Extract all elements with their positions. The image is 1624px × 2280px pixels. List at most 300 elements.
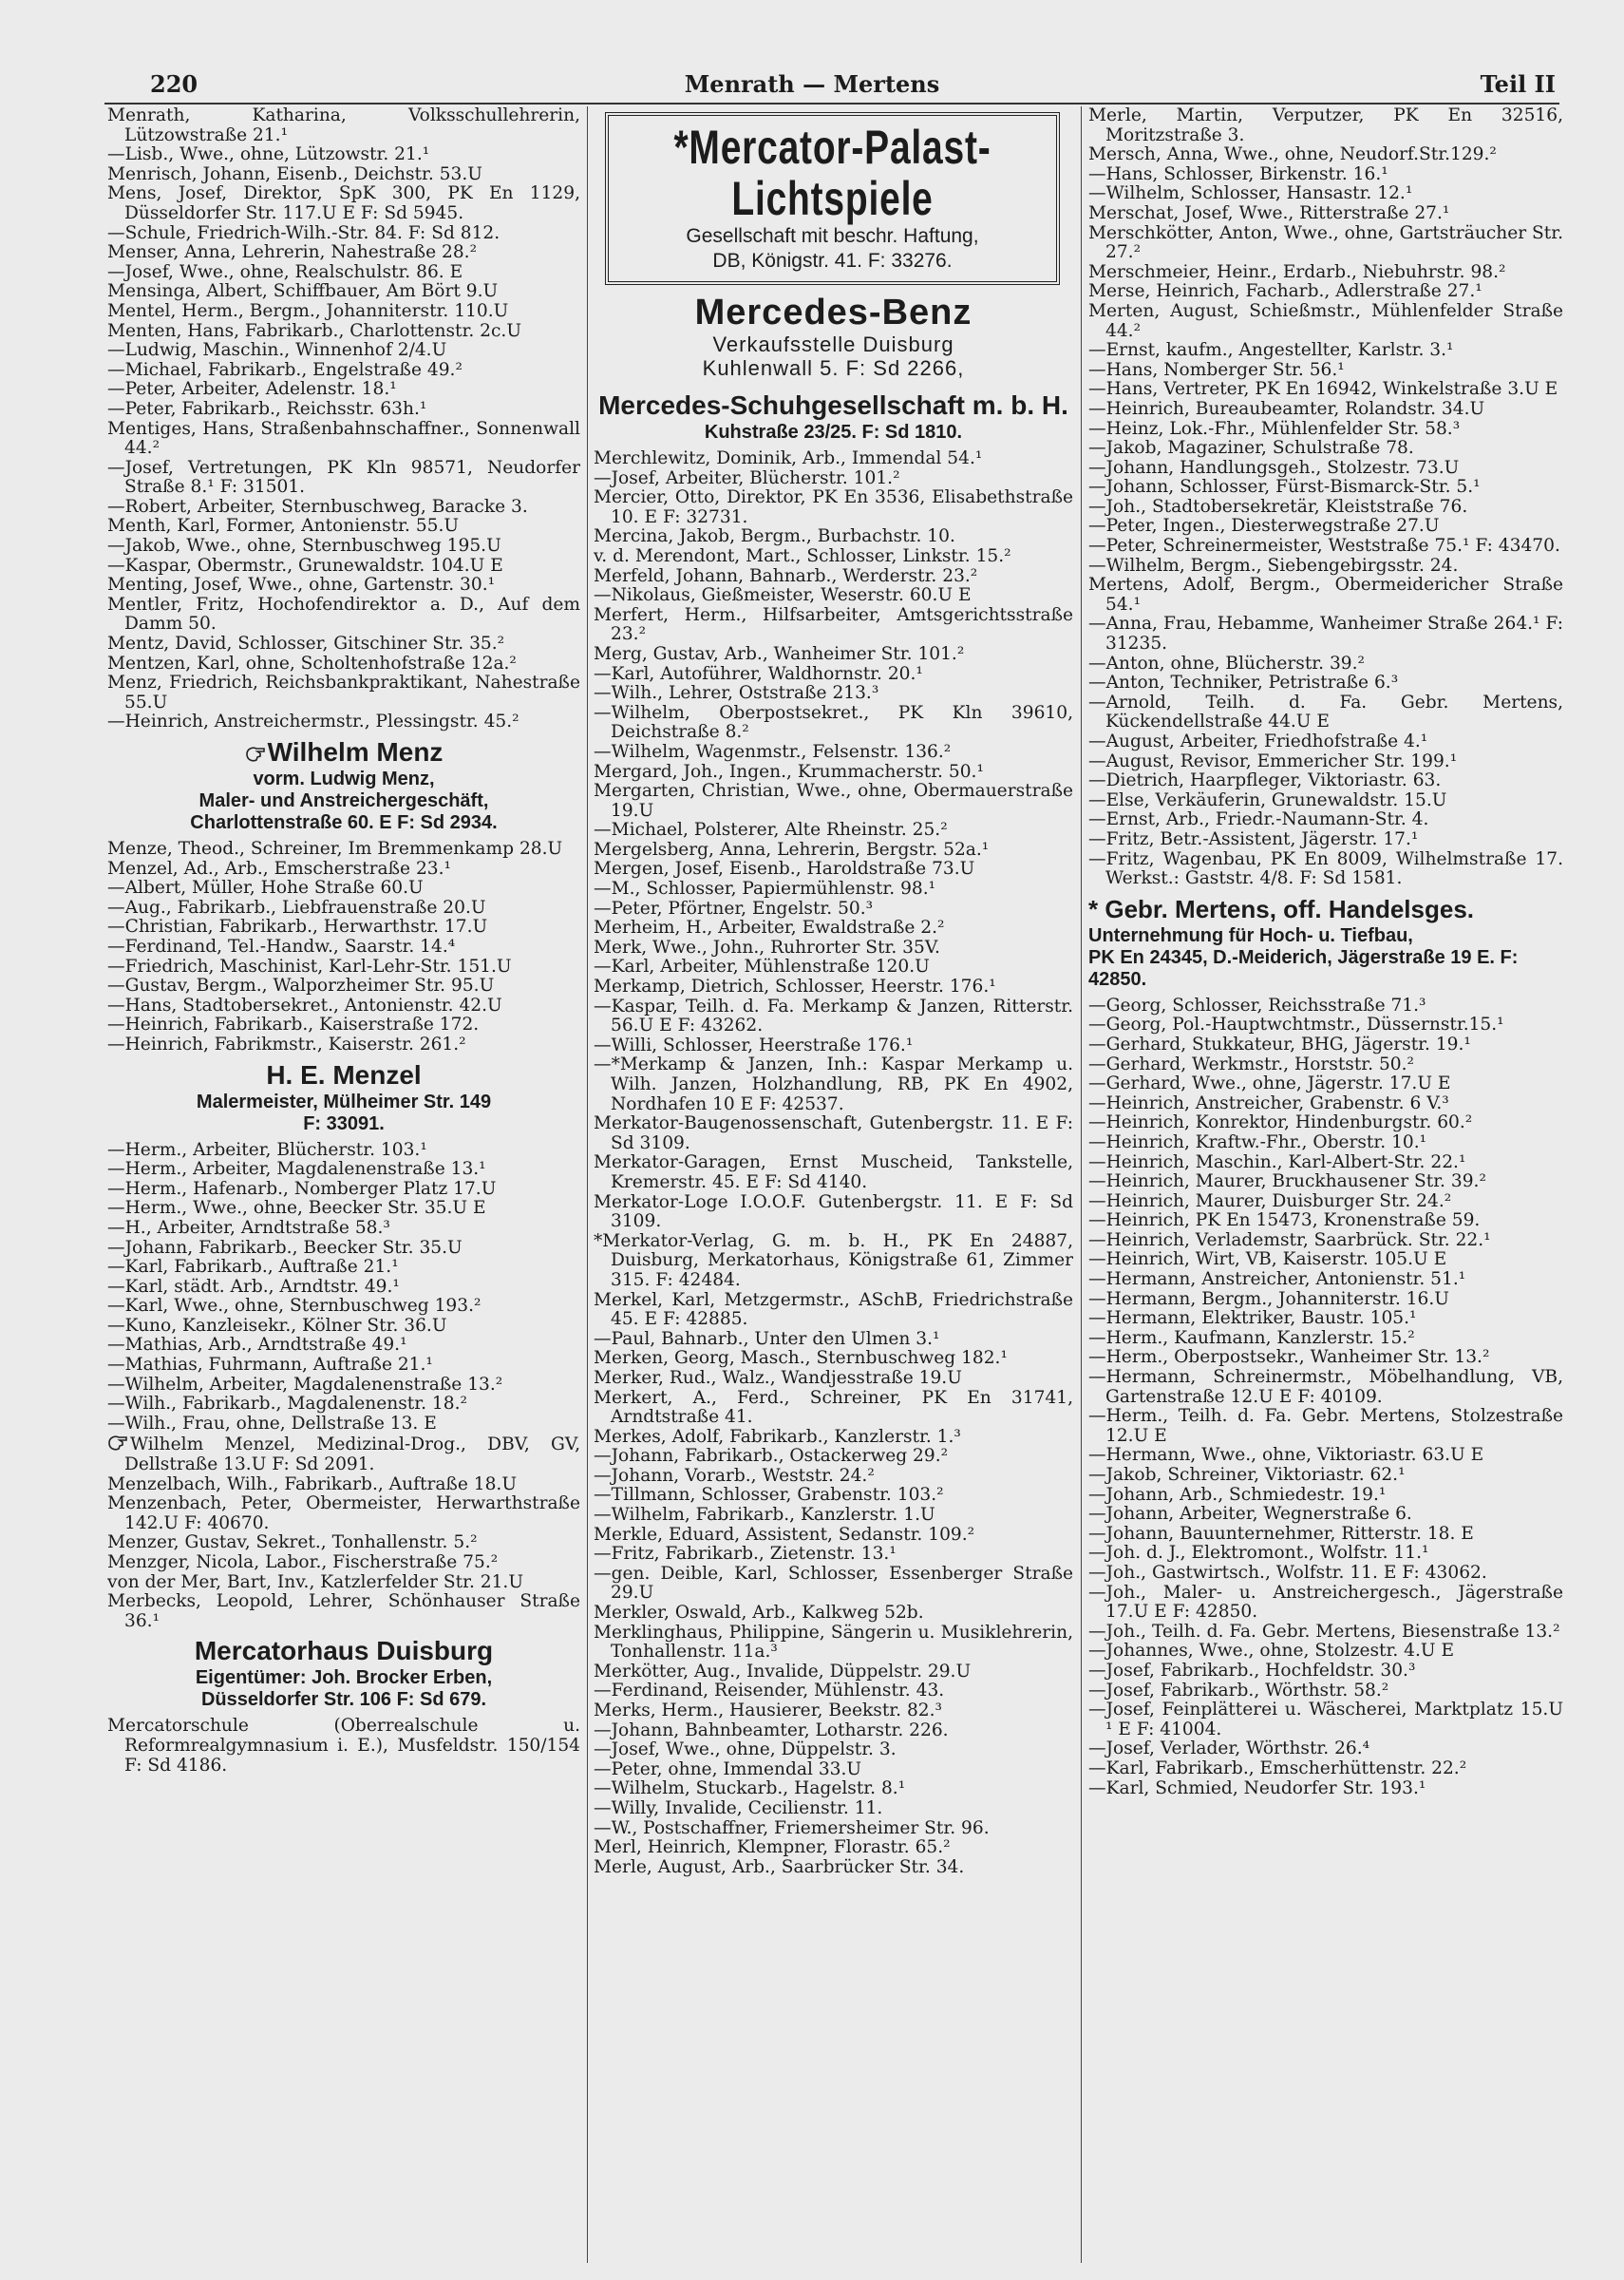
directory-entry (1088, 1544, 1563, 1564)
directory-entry (594, 1291, 1073, 1330)
entry-text: —Albert, Müller, Hohe Straße 60.U (107, 878, 424, 899)
entry-text: —Johann, Handlungsgeh., Stolzestr. 73.U (1088, 457, 1460, 478)
directory-entry (1088, 282, 1563, 302)
entry-text: —Josef, Feinplätterei u. Wäscherei, Marktplatz 15.U ¹ E F: 41004. (1088, 1700, 1563, 1739)
directory-entry (594, 488, 1073, 527)
entry-text: —Johann, Arbeiter, Wegnerstraße 6. (1088, 1504, 1412, 1525)
entry-text: Mergelsberg, Anna, Lehrerin, Bergstr. 52a.¹ (594, 839, 990, 860)
directory-entry (1088, 420, 1563, 440)
directory-entry (594, 704, 1073, 743)
directory-entry (1088, 1329, 1563, 1349)
directory-entry (1088, 1113, 1563, 1133)
directory-entry (594, 1330, 1073, 1350)
entry-text: —Kaspar, Obermstr., Grunewaldstr. 104.U E (107, 555, 503, 576)
entry-text: —Wilh., Frau, ohne, Dellstraße 13. E (107, 1413, 437, 1434)
entry-text: —Hermann, Wwe., ohne, Viktoriastr. 63.U E (1088, 1445, 1484, 1466)
directory-entry (107, 165, 580, 185)
entry-text: —Herm., Arbeiter, Magdalenenstraße 13.¹ (107, 1159, 486, 1180)
entry-text: —gen. Deible, Karl, Schlosser, Essenberger Straße 29.U (594, 1563, 1073, 1604)
directory-entry (1088, 1133, 1563, 1153)
directory-entry (594, 1526, 1073, 1546)
entry-text: Merfeld, Johann, Bahnarb., Werderstr. 23.² (594, 565, 978, 586)
directory-entry (1088, 537, 1563, 557)
entry-text: Merkel, Karl, Metzgermstr., ASchB, Friedrichstraße 45. E F: 42885. (594, 1289, 1073, 1330)
directory-entry (594, 1799, 1073, 1819)
entry-text: —Jakob, Magaziner, Schulstraße 78. (1088, 438, 1414, 459)
column-1 (107, 106, 580, 2263)
directory-entry (1088, 302, 1563, 341)
business-name-text: Wilhelm Menz (267, 737, 444, 767)
entry-text: —Wilhelm, Wagenmstr., Felsenstr. 136.² (594, 741, 952, 762)
business-detail: Eigentümer: Joh. Brocker Erben, (195, 1667, 493, 1689)
entry-text: Merschmeier, Heinr., Erdarb., Niebuhrstr. 98.² (1088, 261, 1506, 282)
entry-text: —Josef, Wwe., ohne, Realschulstr. 86. E (107, 261, 463, 282)
directory-entry (594, 1779, 1073, 1799)
entry-text: —Anton, Techniker, Petristraße 6.³ (1088, 673, 1399, 694)
entry-text: —Fritz, Wagenbau, PK En 8009, Wilhelmstraße 17. Werkst.: Gaststr. 4/8. F: Sd 1581. (1088, 848, 1563, 889)
entry-text: Mensinga, Albert, Schiffbauer, Am Bört 9.U (107, 281, 499, 302)
entry-text: —Gerhard, Stukkateur, BHG, Jägerstr. 19.¹ (1088, 1034, 1471, 1054)
entry-text: Merfert, Herm., Hilfsarbeiter, Amtsgerichtsstraße 23.² (594, 604, 1073, 645)
directory-entry (1088, 1055, 1563, 1075)
entry-text: —Karl, Autoführer, Waldhornstr. 20.¹ (594, 663, 923, 684)
entry-text: —Heinrich, Anstreicher, Grabenstr. 6 V.³ (1088, 1092, 1449, 1113)
directory-entry (107, 224, 580, 244)
directory-entry (594, 782, 1073, 821)
entry-text: Menzger, Nicola, Labor., Fischerstraße 75.² (107, 1552, 499, 1572)
directory-entry (107, 1592, 580, 1631)
entry-text: Mersch, Anna, Wwe., ohne, Neudorf.Str.129.² (1088, 144, 1497, 165)
entry-text: —Kaspar, Teilh. d. Fa. Merkamp & Janzen, Ritterstr. 56.U E F: 43262. (594, 996, 1073, 1036)
directory-entry (107, 1239, 580, 1259)
entry-text: —Robert, Arbeiter, Sternbuschweg, Baracke 3. (107, 496, 528, 517)
directory-entry (107, 537, 580, 557)
entry-text: Menz, Friedrich, Reichsbankpraktikant, Nahestraße 55.U (107, 673, 580, 712)
business-detail: PK En 24345, D.-Meiderich, Jägerstraße 19 E. F: 42850. (1088, 946, 1519, 990)
directory-entry (1088, 1211, 1563, 1231)
directory-entry (1088, 694, 1563, 732)
directory-entry (1088, 1584, 1563, 1623)
advertisement-detail: Gesellschaft mit beschr. Haftung, (686, 225, 979, 247)
directory-entry (1088, 1682, 1563, 1701)
directory-entry (1088, 1231, 1563, 1251)
entry-text: —Karl, Arbeiter, Mühlenstraße 120.U (594, 957, 930, 978)
entry-text: —Johannes, Wwe., ohne, Stolzestr. 4.U E (1088, 1641, 1455, 1662)
entry-text: —August, Revisor, Emmericher Str. 199.¹ (1088, 750, 1458, 771)
directory-entry (594, 1565, 1073, 1604)
entry-text: —Jakob, Wwe., ohne, Sternbuschweg 195.U (107, 536, 501, 557)
business-detail: Düsseldorfer Str. 106 F: Sd 679. (200, 1689, 487, 1711)
entry-text: Menting, Josef, Wwe., ohne, Gartenstr. 30.¹ (107, 575, 496, 596)
directory-entry (1088, 263, 1563, 283)
directory-entry (1088, 1172, 1563, 1192)
entry-text: Menzenbach, Peter, Obermeister, Herwarthstraße 142.U F: 40670. (107, 1493, 580, 1533)
entry-text: —Willi, Schlosser, Heerstraße 176.¹ (594, 1035, 914, 1055)
entry-text: —Heinrich, Anstreichermstr., Plessingstr. 45.² (107, 712, 519, 732)
business-listing (107, 736, 580, 834)
entry-text: Mentzen, Karl, ohne, Scholtenhofstraße 12a.² (107, 653, 517, 674)
directory-entry (107, 674, 580, 712)
entry-text: —Johann, Vorarb., Weststr. 24.² (594, 1465, 875, 1486)
directory-entry (107, 380, 580, 400)
entry-text: —Hermann, Anstreicher, Antonienstr. 51.¹ (1088, 1269, 1466, 1290)
directory-entry (107, 712, 580, 732)
directory-entry (107, 1376, 580, 1396)
directory-entry (1088, 850, 1563, 889)
entry-text: —Tillmann, Schlosser, Grabenstr. 103.² (594, 1485, 944, 1506)
directory-entry (594, 900, 1073, 920)
entry-text: —Heinrich, Konrektor, Hindenburgstr. 60.² (1088, 1112, 1473, 1133)
directory-entry (594, 743, 1073, 763)
directory-entry (107, 918, 580, 938)
entry-text: —Peter, Ingen., Diesterwegstraße 27.U (1088, 516, 1440, 537)
directory-entry (1088, 791, 1563, 811)
entry-text: —Johann, Bauunternehmer, Ritterstr. 18. E (1088, 1523, 1474, 1544)
directory-entry (107, 1016, 580, 1036)
directory-entry (107, 557, 580, 577)
entry-text: —Friedrich, Maschinist, Karl-Lehr-Str. 151.U (107, 956, 512, 977)
entry-text: Mens, Josef, Direktor, SpK 300, PK En 1129, Düsseldorfer Str. 117.U E F: Sd 5945. (107, 183, 580, 223)
directory-entry (107, 958, 580, 978)
directory-entry (594, 684, 1073, 704)
directory-entry (594, 998, 1073, 1036)
business-name (107, 736, 580, 769)
entry-text: —Anton, ohne, Blücherstr. 39.² (1088, 653, 1365, 674)
entry-text: —Mathias, Arb., Arndtstraße 49.¹ (107, 1335, 407, 1356)
entry-text: Merkler, Oswald, Arb., Kalkweg 52b. (594, 1603, 924, 1624)
entry-text: Mertens, Adolf, Bergm., Obermeidericher Straße 54.¹ (1088, 575, 1563, 615)
directory-entry (1088, 1505, 1563, 1525)
business-listing (107, 1635, 580, 1711)
directory-entry (594, 567, 1073, 587)
directory-entry (107, 498, 580, 518)
directory-entry (1088, 1564, 1563, 1584)
business-name (107, 1635, 580, 1667)
entry-text: —W., Postschaffner, Friemersheimer Str. 96. (594, 1817, 990, 1838)
entry-text: Merkötter, Aug., Invalide, Düppelstr. 29.U (594, 1661, 972, 1682)
entry-text: —Wilhelm, Bergm., Siebengebirgsstr. 24. (1088, 555, 1459, 576)
directory-entry (107, 1219, 580, 1239)
entry-text: —Jakob, Schreiner, Viktoriastr. 62.¹ (1088, 1465, 1406, 1485)
directory-entry (1088, 106, 1563, 145)
entry-text: von der Mer, Bart, Inv., Katzlerfelder Str. 21.U (107, 1571, 524, 1592)
directory-entry (107, 840, 580, 860)
entry-text: —Michael, Polsterer, Alte Rheinstr. 25.² (594, 820, 948, 841)
business-detail: Malermeister, Mülheimer Str. 149 (196, 1091, 492, 1112)
entry-text: Menth, Karl, Former, Antonienstr. 55.U (107, 516, 460, 537)
entry-text: Menze, Theod., Schreiner, Im Bremmenkamp 28.U (107, 839, 563, 859)
directory-entry (107, 1199, 580, 1219)
directory-entry (594, 939, 1073, 959)
directory-entry (594, 1447, 1073, 1467)
page-header (0, 66, 1624, 104)
directory-entry (1088, 752, 1563, 772)
brand-listing (594, 293, 1073, 380)
directory-entry (107, 1356, 580, 1376)
entry-text: —Gustav, Bergm., Walporzheimer Str. 95.U (107, 976, 495, 997)
entry-text: —Lisb., Wwe., ohne, Lützowstr. 21.¹ (107, 144, 430, 165)
directory-entry (107, 1160, 580, 1180)
entry-text: —Karl, Wwe., ohne, Sternbuschweg 193.² (107, 1296, 482, 1317)
directory-entry (107, 263, 580, 283)
entry-text: —Aug., Fabrikarb., Liebfrauenstraße 20.U (107, 897, 486, 918)
entry-text: *Merkator-Verlag, G. m. b. H., PK En 24887, Duisburg, Merkatorhaus, Königstraße 61, Zimmer 315. F: 42484. (594, 1230, 1073, 1290)
directory-entry (1088, 1348, 1563, 1368)
entry-text: —Ernst, kaufm., Angestellter, Karlstr. 3.¹ (1088, 340, 1454, 361)
directory-entry (1088, 557, 1563, 577)
directory-entry (594, 1624, 1073, 1662)
directory-entry (594, 1114, 1073, 1153)
entry-text: Mergen, Josef, Eisenb., Haroldstraße 73.U (594, 859, 975, 880)
directory-entry (594, 763, 1073, 783)
directory-entry (594, 1740, 1073, 1760)
entry-text: —Johann, Fabrikarb., Ostackerweg 29.² (594, 1446, 949, 1467)
directory-entry (594, 1369, 1073, 1389)
directory-entry (107, 1553, 580, 1573)
directory-entry (107, 1278, 580, 1298)
directory-entry (1088, 1486, 1563, 1506)
directory-entry (1088, 674, 1563, 694)
directory-entry (594, 880, 1073, 900)
entry-text: Merkator-Loge I.O.O.F. Gutenbergstr. 11. E F: Sd 3109. (594, 1191, 1073, 1232)
directory-entry (1088, 1153, 1563, 1173)
business-detail: vorm. Ludwig Menz, (253, 769, 435, 789)
directory-entry (1088, 1074, 1563, 1094)
directory-entry (107, 341, 580, 361)
directory-entry (1088, 1250, 1563, 1270)
directory-entry (107, 106, 580, 145)
page-number: 220 (150, 70, 198, 98)
entry-text: —Johann, Arb., Schmiedestr. 19.¹ (1088, 1484, 1387, 1505)
entry-text: Merkator-Garagen, Ernst Muscheid, Tankstelle, Kremerstr. 45. E F: Sd 4140. (594, 1152, 1073, 1192)
entry-text: —Kuno, Kanzleisekr., Kölner Str. 36.U (107, 1315, 447, 1336)
entry-text: Merse, Heinrich, Facharb., Adlerstraße 27.¹ (1088, 281, 1482, 302)
directory-entry (594, 1604, 1073, 1624)
entry-text: Menzel, Ad., Arb., Emscherstraße 23.¹ (107, 858, 451, 879)
entry-text: —Willy, Invalide, Cecilienstr. 11. (594, 1797, 883, 1818)
entry-text: —Hermann, Elektriker, Baustr. 105.¹ (1088, 1308, 1417, 1329)
directory-entry (107, 1297, 580, 1317)
entry-text: —Karl, städt. Arb., Arndtstr. 49.¹ (107, 1276, 400, 1297)
business-listing (1088, 893, 1563, 991)
directory-entry (594, 606, 1073, 645)
entry-text: Menzer, Gustav, Sekret., Tonhallenstr. 5.² (107, 1532, 478, 1553)
entry-text: —Gerhard, Werkmstr., Horststr. 50.² (1088, 1054, 1415, 1074)
entry-text: Merkator-Baugenossenschaft, Gutenbergstr. 11. E F: Sd 3109. (594, 1113, 1073, 1153)
business-name-text: * Gebr. Mertens, off. Handelsges. (1088, 894, 1474, 923)
column-divider (587, 106, 588, 2263)
entry-text: —Arnold, Teilh. d. Fa. Gebr. Mertens, Kückendellstraße 44.U E (1088, 692, 1563, 732)
directory-entry (1088, 830, 1563, 850)
directory-entry (107, 1180, 580, 1200)
directory-entry (594, 1858, 1073, 1878)
entry-text: —Georg, Pol.-Hauptwchtmstr., Düssernstr.15.¹ (1088, 1015, 1504, 1036)
entry-text: —Peter, Fabrikarb., Reichsstr. 63h.¹ (107, 398, 427, 419)
entry-text: —Georg, Schlosser, Reichsstraße 71.³ (1088, 995, 1426, 1016)
entry-text: —Peter, ohne, Immendal 33.U (594, 1758, 862, 1779)
directory-entry (594, 1232, 1073, 1291)
directory-entry (107, 517, 580, 537)
entry-text: Mentler, Fritz, Hochofendirektor a. D., Auf dem Damm 50. (107, 594, 580, 635)
entry-text: —Heinrich, Fabrikarb., Kaiserstraße 172. (107, 1015, 480, 1036)
entry-text: —M., Schlosser, Papiermühlenstr. 98.¹ (594, 879, 936, 900)
advertisement-box (605, 112, 1060, 285)
entry-text: —Herm., Arbeiter, Blücherstr. 103.¹ (107, 1139, 427, 1160)
directory-entry (1088, 224, 1563, 263)
directory-entry (1088, 341, 1563, 361)
column-divider (1081, 106, 1082, 2263)
directory-entry (594, 1838, 1073, 1858)
directory-entry (594, 1760, 1073, 1780)
brand-detail: Verkaufsstelle Duisburg (712, 332, 954, 356)
entry-text: Merg, Gustav, Arb., Wanheimer Str. 101.² (594, 643, 965, 664)
entry-text: Mercatorschule (Oberrealschule u. Reformrealgymnasium i. E.), Musfeldstr. 150/154 F: Sd 4186. (107, 1716, 580, 1776)
directory-entry (107, 1573, 580, 1593)
directory-entry (1088, 1446, 1563, 1466)
entry-text: Mergarten, Christian, Wwe., ohne, Obermauerstraße 19.U (594, 781, 1073, 821)
entry-text: —Joh., Maler- u. Anstreichergesch., Jägerstraße 17.U E F: 42850. (1088, 1582, 1563, 1623)
directory-entry (1088, 361, 1563, 381)
pointing-hand-icon (107, 1434, 128, 1453)
directory-entry (1088, 1779, 1563, 1799)
entry-text: Mergard, Joh., Ingen., Krummacherstr. 50.¹ (594, 761, 984, 782)
entry-text: —Schule, Friedrich-Wilh.-Str. 84. F: Sd 812. (107, 222, 500, 243)
directory-entry (594, 1682, 1073, 1701)
directory-entry (1088, 1759, 1563, 1779)
entry-text: —Wilhelm, Fabrikarb., Kanzlerstr. 1.U (594, 1505, 935, 1526)
directory-entry (107, 1258, 580, 1278)
directory-entry (1088, 1290, 1563, 1310)
header-rule (104, 103, 1559, 104)
business-listing (594, 390, 1073, 444)
part-label: Teil II (1480, 70, 1556, 98)
directory-entry (594, 1721, 1073, 1741)
directory-entry (1088, 1016, 1563, 1036)
entry-text: —Herm., Teilh. d. Fa. Gebr. Mertens, Stolzestraße 12.U E (1088, 1406, 1563, 1446)
directory-entry (1088, 1525, 1563, 1545)
entry-text: —August, Arbeiter, Friedhofstraße 4.¹ (1088, 732, 1428, 751)
directory-entry (1088, 1309, 1563, 1329)
directory-entry (107, 655, 580, 674)
entry-text: Wilhelm Menzel, Medizinal-Drog., DBV, GV, Dellstraße 13.U F: Sd 2091. (124, 1434, 580, 1475)
directory-entry (594, 1428, 1073, 1448)
entry-text: Mentz, David, Schlosser, Gitschiner Str. 35.² (107, 634, 505, 655)
directory-entry (1088, 145, 1563, 165)
entry-text: —Johann, Schlosser, Fürst-Bismarck-Str. 5.¹ (1088, 477, 1481, 498)
directory-entry (107, 899, 580, 919)
directory-entry (107, 459, 580, 498)
entry-text: —Heinrich, Maurer, Duisburger Str. 24.² (1088, 1190, 1452, 1211)
entry-text: Merten, August, Schießmstr., Mühlenfelder Straße 44.² (1088, 300, 1563, 341)
entry-text: —Ferdinand, Tel.-Handw., Saarstr. 14.⁴ (107, 936, 456, 957)
business-detail: Unternehmung für Hoch- u. Tiefbau, (1088, 924, 1413, 946)
entry-text: —Peter, Pförtner, Engelstr. 50.³ (594, 898, 874, 919)
directory-entry (107, 596, 580, 635)
brand-detail: Kuhlenwall 5. F: Sd 2266, (702, 356, 965, 380)
entry-text: Merschkötter, Anton, Wwe., ohne, Gartsträucher Str. 27.² (1088, 222, 1563, 263)
directory-entry (107, 1141, 580, 1161)
directory-entry (107, 1475, 580, 1495)
entry-text: —Josef, Fabrikarb., Hochfeldstr. 30.³ (1088, 1660, 1416, 1681)
directory-entry (107, 1415, 580, 1434)
directory-entry (594, 586, 1073, 606)
directory-entry (594, 1467, 1073, 1487)
entry-text: Menrath, Katharina, Volksschullehrerin, Lützowstraße 21.¹ (107, 106, 580, 145)
directory-entry (594, 841, 1073, 861)
entry-text: —Joh., Teilh. d. Fa. Gebr. Mertens, Biesenstraße 13.² (1088, 1621, 1560, 1642)
directory-entry (594, 1701, 1073, 1721)
directory-entry (594, 1055, 1073, 1114)
entry-text: Merle, August, Arb., Saarbrücker Str. 34. (594, 1856, 965, 1877)
entry-text: —Gerhard, Wwe., ohne, Jägerstr. 17.U E (1088, 1074, 1451, 1094)
entry-text: —Josef, Wwe., ohne, Düppelstr. 3. (594, 1739, 897, 1760)
directory-entry (1088, 1036, 1563, 1055)
directory-entry (594, 449, 1073, 469)
entry-text: —Heinrich, Bureaubeamter, Rolandstr. 34.U (1088, 398, 1485, 419)
entry-text: Menrisch, Johann, Eisenb., Deichstr. 53.U (107, 163, 482, 184)
entry-text: Merkert, A., Ferd., Schreiner, PK En 31741, Arndtstraße 41. (594, 1387, 1073, 1428)
directory-entry (594, 860, 1073, 880)
directory-entry (1088, 1623, 1563, 1643)
directory-entry (594, 645, 1073, 665)
entry-text: —Heinz, Lok.-Fhr., Mühlenfelder Str. 58.³ (1088, 418, 1461, 439)
directory-entry (1088, 810, 1563, 830)
directory-entry (107, 576, 580, 596)
directory-entry (1088, 400, 1563, 420)
directory-entry (594, 919, 1073, 939)
entry-text: Merchlewitz, Dominik, Arb., Immendal 54.¹ (594, 448, 983, 468)
directory-entry (594, 1193, 1073, 1232)
entry-text: —Johann, Bahnbeamter, Lotharstr. 226. (594, 1720, 949, 1740)
directory-entry (594, 821, 1073, 841)
entry-text: —Wilh., Lehrer, Oststraße 213.³ (594, 683, 879, 704)
directory-entry (1088, 380, 1563, 400)
directory-entry (107, 243, 580, 263)
directory-entry (594, 1349, 1073, 1369)
directory-entry (1088, 165, 1563, 185)
brand-name: Mercedes-Benz (694, 293, 973, 332)
business-name (1088, 893, 1563, 925)
pointing-hand-icon (245, 745, 266, 764)
entry-text: —Hermann, Bergm., Johanniterstr. 16.U (1088, 1288, 1449, 1309)
entry-text: Merker, Rud., Walz., Wandjesstraße 19.U (594, 1367, 962, 1388)
directory-entry (1088, 1466, 1563, 1486)
directory-entry (594, 1036, 1073, 1056)
directory-entry (594, 978, 1073, 998)
directory-entry (107, 1317, 580, 1337)
entry-text: —Ernst, Arb., Friedr.-Naumann-Str. 4. (1088, 809, 1429, 830)
business-name-text: Mercatorhaus Duisburg (194, 1636, 494, 1666)
directory-entry (1088, 576, 1563, 615)
directory-entry (1088, 655, 1563, 674)
entry-text: —Herm., Hafenarb., Nomberger Platz 17.U (107, 1178, 497, 1199)
directory-entry (594, 469, 1073, 489)
entry-text: —Heinrich, Maschin., Karl-Albert-Str. 22.¹ (1088, 1151, 1466, 1172)
business-detail: Maler- und Anstreichergeschäft, (198, 790, 489, 811)
business-name (107, 1059, 580, 1092)
entry-text: —Josef, Vertretungen, PK Kln 98571, Neudorfer Straße 8.¹ F: 31501. (107, 457, 580, 498)
business-detail: F: 33091. (303, 1112, 385, 1134)
entry-text: Merheim, H., Arbeiter, Ewaldstraße 2.² (594, 918, 945, 939)
directory-entry (1088, 771, 1563, 791)
directory-entry (1088, 1094, 1563, 1114)
directory-entry (107, 282, 580, 302)
entry-text: Mentiges, Hans, Straßenbahnschaffner., Sonnenwall 44.² (107, 418, 580, 459)
entry-text: Merkamp, Dietrich, Schlosser, Heerstr. 176.¹ (594, 977, 996, 998)
business-name (594, 390, 1073, 422)
entry-text: Menten, Hans, Fabrikarb., Charlottenstr. 2c.U (107, 320, 522, 341)
directory-entry (1088, 1270, 1563, 1290)
